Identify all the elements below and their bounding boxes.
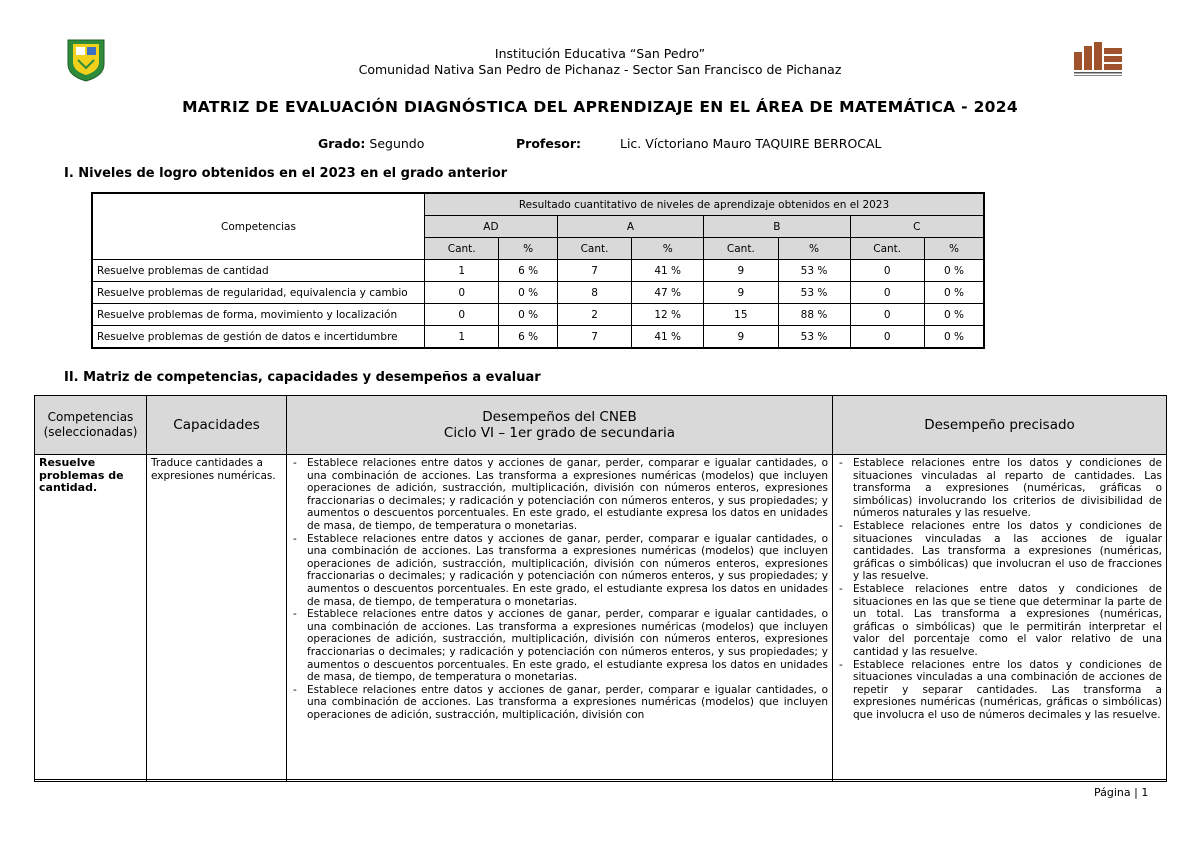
cell: 0 bbox=[425, 282, 499, 304]
cell: 47 % bbox=[632, 282, 704, 304]
cell: 0 % bbox=[924, 326, 984, 349]
desempenos-header-line-2: Ciclo VI – 1er grado de secundaria bbox=[443, 425, 676, 441]
section-1-title: I. Niveles de logro obtenidos en el 2023 en el grado anterior bbox=[64, 166, 508, 181]
cell: 1 bbox=[425, 326, 499, 349]
desempenos-header-line-1: Desempeños del CNEB bbox=[482, 409, 637, 425]
competency-label: Resuelve problemas de regularidad, equivalencia y cambio bbox=[92, 282, 425, 304]
cell: 9 bbox=[704, 326, 778, 349]
cell: 12 % bbox=[632, 304, 704, 326]
competency-label: Resuelve problemas de forma, movimiento y localización bbox=[92, 304, 425, 326]
list-item: - Establece relaciones entre datos y acciones de ganar, perder, comparar e igualar cantidades, o una combinación de acciones. Las transforma a expresiones numéricas (modelos) que incluyen operaciones de adición, sustracción, multiplicación, división con bbox=[291, 684, 828, 722]
table-row bbox=[92, 304, 984, 326]
cell: 0 bbox=[850, 260, 924, 282]
levels-table bbox=[91, 192, 985, 349]
cell: 0 % bbox=[924, 260, 984, 282]
col-desempenos-header bbox=[287, 396, 833, 455]
competency-label: Resuelve problemas de gestión de datos e incertidumbre bbox=[92, 326, 425, 349]
capacidad-text: Traduce cantidades a expresiones numéricas. bbox=[151, 457, 276, 482]
cell: 7 bbox=[557, 260, 631, 282]
level-ad-header: AD bbox=[425, 216, 558, 238]
competencia-cell bbox=[35, 455, 147, 782]
list-item: - Establece relaciones entre datos y acciones de ganar, perder, comparar e igualar cantidades, o una combinación de acciones. Las transforma a expresiones numéricas (modelos) que incluyen operaciones de adición, sustracción, multiplicación, división con números enteros, expresiones fraccionarias o decimales; y radicación y potenciación con números enteros, y sus propiedades; y aumentos o descuentos porcentuales. En este grado, el estudiante expresa los datos en unidades de masa, de tiempo, de temperatura o monetarias. bbox=[291, 608, 828, 684]
institution-name: Institución Educativa “San Pedro” bbox=[494, 46, 706, 61]
page-number: Página | 1 bbox=[1094, 786, 1149, 799]
level-c-header: C bbox=[850, 216, 984, 238]
cell: 0 % bbox=[924, 282, 984, 304]
footer-divider bbox=[34, 779, 1166, 780]
page-title: MATRIZ DE EVALUACIÓN DIAGNÓSTICA DEL APRENDIZAJE EN EL ÁREA DE MATEMÁTICA - 2024 bbox=[182, 98, 1018, 116]
cell: 41 % bbox=[632, 326, 704, 349]
precisado-list bbox=[837, 457, 1162, 721]
cell: 6 % bbox=[499, 326, 557, 349]
cell: 9 bbox=[704, 282, 778, 304]
profesor-value: Lic. Víctoriano Mauro TAQUIRE BERROCAL bbox=[620, 136, 882, 151]
cell: 0 % bbox=[924, 304, 984, 326]
list-item: - Establece relaciones entre datos y condiciones de situaciones en las que se tiene que determinar la parte de un total. Las transforma a expresiones (numéricas, gráficas o simbólicas) que le permitirán interpretar el valor del porcentaje como el valor relativo de una cantidad y las resuelve. bbox=[837, 583, 1162, 659]
grado-value: Segundo bbox=[369, 136, 425, 151]
list-item: - Establece relaciones entre los datos y condiciones de situaciones vinculadas al reparto de cantidades. Las transforma a expresiones (numéricas, gráficas o simbólicas) involucrando los criterios de divisibilidad de números naturales y las resuelve. bbox=[837, 457, 1162, 520]
cant-header: Cant. bbox=[425, 238, 499, 260]
table-row bbox=[92, 282, 984, 304]
competencias-header: Competencias bbox=[92, 193, 425, 260]
cell: 0 bbox=[850, 304, 924, 326]
cell: 0 bbox=[850, 326, 924, 349]
cell: 0 bbox=[850, 282, 924, 304]
cell: 9 bbox=[704, 260, 778, 282]
cell: 7 bbox=[557, 326, 631, 349]
level-a-header: A bbox=[557, 216, 703, 238]
cant-header: Cant. bbox=[850, 238, 924, 260]
result-header: Resultado cuantitativo de niveles de aprendizaje obtenidos en el 2023 bbox=[425, 193, 985, 216]
cell: 15 bbox=[704, 304, 778, 326]
community-name: Comunidad Nativa San Pedro de Pichanaz - Sector San Francisco de Pichanaz bbox=[358, 62, 842, 77]
cell: 41 % bbox=[632, 260, 704, 282]
level-b-header: B bbox=[704, 216, 850, 238]
capacidad-cell bbox=[147, 455, 287, 782]
list-item: - Establece relaciones entre datos y acciones de ganar, perder, comparar e igualar cantidades, o una combinación de acciones. Las transforma a expresiones numéricas (modelos) que incluyen operaciones de adición, sustracción, multiplicación, división con números enteros, expresiones fraccionarias o decimales; y radicación y potenciación con números enteros, y sus propiedades; y aumentos o descuentos porcentuales. En este grado, el estudiante expresa los datos en unidades de masa, de tiempo, de temperatura o monetarias. bbox=[291, 457, 828, 533]
cell: 8 bbox=[557, 282, 631, 304]
cell: 0 % bbox=[499, 304, 557, 326]
pct-header: % bbox=[632, 238, 704, 260]
list-item: - Establece relaciones entre datos y acciones de ganar, perder, comparar e igualar cantidades, o una combinación de acciones. Las transforma a expresiones numéricas (modelos) que incluyen operaciones de adición, sustracción, multiplicación, división con números enteros, expresiones fraccionarias o decimales; y radicación y potenciación con números enteros, y sus propiedades; y aumentos o descuentos porcentuales. En este grado, el estudiante expresa los datos en unidades de masa, de tiempo, de temperatura o monetarias. bbox=[291, 533, 828, 609]
cell: 53 % bbox=[778, 260, 850, 282]
table-row bbox=[35, 455, 1167, 782]
grado-field bbox=[318, 136, 424, 151]
col-precisado-header: Desempeño precisado bbox=[833, 396, 1167, 455]
competency-label: Resuelve problemas de cantidad bbox=[92, 260, 425, 282]
cell: 53 % bbox=[778, 282, 850, 304]
list-item: - Establece relaciones entre los datos y condiciones de situaciones vinculadas a las acciones de igualar cantidades. Las transforma a expresiones (numéricas, gráficas o simbólicas) que involucran el uso de fracciones y las resuelve. bbox=[837, 520, 1162, 583]
profesor-label-wrap bbox=[516, 136, 581, 151]
precisado-cell bbox=[833, 455, 1167, 782]
cell: 1 bbox=[425, 260, 499, 282]
table-row bbox=[92, 260, 984, 282]
list-item: - Establece relaciones entre los datos y condiciones de situaciones vinculadas a una combinación de acciones de repetir y separar cantidades. Las transforma a expresiones numéricas (numéricas, gráficas o simbólicas) que involucra el uso de números decimales y las resuelve. bbox=[837, 659, 1162, 722]
section-2-title: II. Matriz de competencias, capacidades y desempeños a evaluar bbox=[64, 370, 541, 385]
col-competencias-header: Competencias (seleccionadas) bbox=[35, 396, 147, 455]
col-capacidades-header: Capacidades bbox=[147, 396, 287, 455]
cell: 0 bbox=[425, 304, 499, 326]
cant-header: Cant. bbox=[557, 238, 631, 260]
pct-header: % bbox=[924, 238, 984, 260]
desempenos-cell bbox=[287, 455, 833, 782]
table-row bbox=[92, 326, 984, 349]
grado-label: Grado: bbox=[318, 136, 366, 151]
cell: 2 bbox=[557, 304, 631, 326]
competency-matrix-table bbox=[34, 395, 1167, 782]
desempenos-list bbox=[291, 457, 828, 721]
pct-header: % bbox=[778, 238, 850, 260]
profesor-label: Profesor: bbox=[516, 136, 582, 151]
cell: 53 % bbox=[778, 326, 850, 349]
competencia-text: Resuelve problemas de cantidad. bbox=[39, 457, 124, 495]
cell: 88 % bbox=[778, 304, 850, 326]
cell: 0 % bbox=[499, 282, 557, 304]
cant-header: Cant. bbox=[704, 238, 778, 260]
cell: 6 % bbox=[499, 260, 557, 282]
pct-header: % bbox=[499, 238, 557, 260]
